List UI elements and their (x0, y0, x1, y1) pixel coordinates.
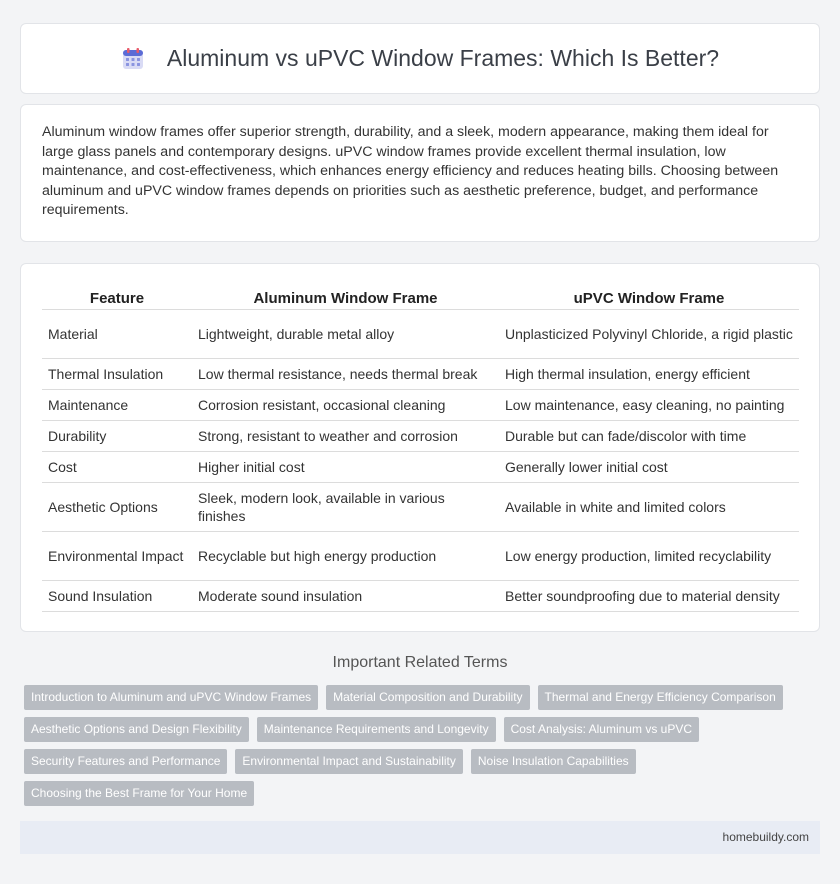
related-term-tag[interactable]: Introduction to Aluminum and uPVC Window Frames (24, 685, 318, 710)
aluminum-cell: Sleek, modern look, available in various finishes (192, 482, 499, 531)
table-row (42, 389, 799, 420)
upvc-cell: Durable but can fade/discolor with time (499, 420, 799, 451)
table-row (42, 482, 799, 531)
related-term-tag[interactable]: Noise Insulation Capabilities (471, 749, 636, 774)
feature-cell: Environmental Impact (42, 531, 192, 580)
related-term-tag[interactable]: Material Composition and Durability (326, 685, 529, 710)
header-aluminum: Aluminum Window Frame (192, 284, 499, 309)
upvc-cell: Better soundproofing due to material density (499, 580, 799, 611)
feature-cell: Durability (42, 420, 192, 451)
table-header-row (42, 284, 799, 309)
title-card (20, 23, 820, 94)
related-term-tag[interactable]: Security Features and Performance (24, 749, 227, 774)
related-terms-list (24, 685, 804, 813)
related-term-tag[interactable]: Cost Analysis: Aluminum vs uPVC (504, 717, 699, 742)
aluminum-cell: Corrosion resistant, occasional cleaning (192, 389, 499, 420)
aluminum-cell: Strong, resistant to weather and corrosion (192, 420, 499, 451)
comparison-table-card (20, 263, 820, 632)
feature-cell: Sound Insulation (42, 580, 192, 611)
table-row (42, 580, 799, 611)
related-term-tag[interactable]: Maintenance Requirements and Longevity (257, 717, 496, 742)
comparison-table (42, 284, 799, 612)
related-term-tag[interactable]: Choosing the Best Frame for Your Home (24, 781, 254, 806)
table-row (42, 420, 799, 451)
header-upvc: uPVC Window Frame (499, 284, 799, 309)
calendar-icon (121, 47, 145, 71)
header-feature: Feature (42, 284, 192, 309)
footer-site-link[interactable]: homebuildy.com (722, 830, 809, 844)
feature-cell: Cost (42, 451, 192, 482)
title-text: Aluminum vs uPVC Window Frames: Which Is Better? (166, 45, 720, 71)
feature-cell: Material (42, 309, 192, 358)
upvc-cell: Generally lower initial cost (499, 451, 799, 482)
related-term-tag[interactable]: Thermal and Energy Efficiency Comparison (538, 685, 783, 710)
table-row (42, 531, 799, 580)
related-terms-heading: Important Related Terms (332, 654, 508, 671)
feature-cell: Aesthetic Options (42, 482, 192, 531)
upvc-cell: Low energy production, limited recyclability (499, 531, 799, 580)
aluminum-cell: Moderate sound insulation (192, 580, 499, 611)
related-term-tag[interactable]: Aesthetic Options and Design Flexibility (24, 717, 249, 742)
table-row (42, 309, 799, 358)
intro-paragraph: Aluminum window frames offer superior strength, durability, and a sleek, modern appearance, making them ideal for large glass panels and contemporary designs. uPVC window frames provide excellent thermal insulation, low maintenance, and cost-effectiveness, which enhances energy efficiency and reduces heating bills. Choosing between aluminum and uPVC window frames depends on priorities such as aesthetic preference, budget, and performance requirements. (42, 124, 779, 219)
feature-cell: Maintenance (42, 389, 192, 420)
upvc-cell: Available in white and limited colors (499, 482, 799, 531)
page-title (121, 45, 719, 72)
table-row (42, 358, 799, 389)
upvc-cell: High thermal insulation, energy efficient (499, 358, 799, 389)
aluminum-cell: Lightweight, durable metal alloy (192, 309, 499, 358)
aluminum-cell: Higher initial cost (192, 451, 499, 482)
aluminum-cell: Low thermal resistance, needs thermal break (192, 358, 499, 389)
table-row (42, 451, 799, 482)
aluminum-cell: Recyclable but high energy production (192, 531, 499, 580)
feature-cell: Thermal Insulation (42, 358, 192, 389)
upvc-cell: Low maintenance, easy cleaning, no painting (499, 389, 799, 420)
footer (20, 821, 820, 854)
related-term-tag[interactable]: Environmental Impact and Sustainability (235, 749, 462, 774)
intro-card (20, 104, 820, 242)
upvc-cell: Unplasticized Polyvinyl Chloride, a rigid plastic (499, 309, 799, 358)
